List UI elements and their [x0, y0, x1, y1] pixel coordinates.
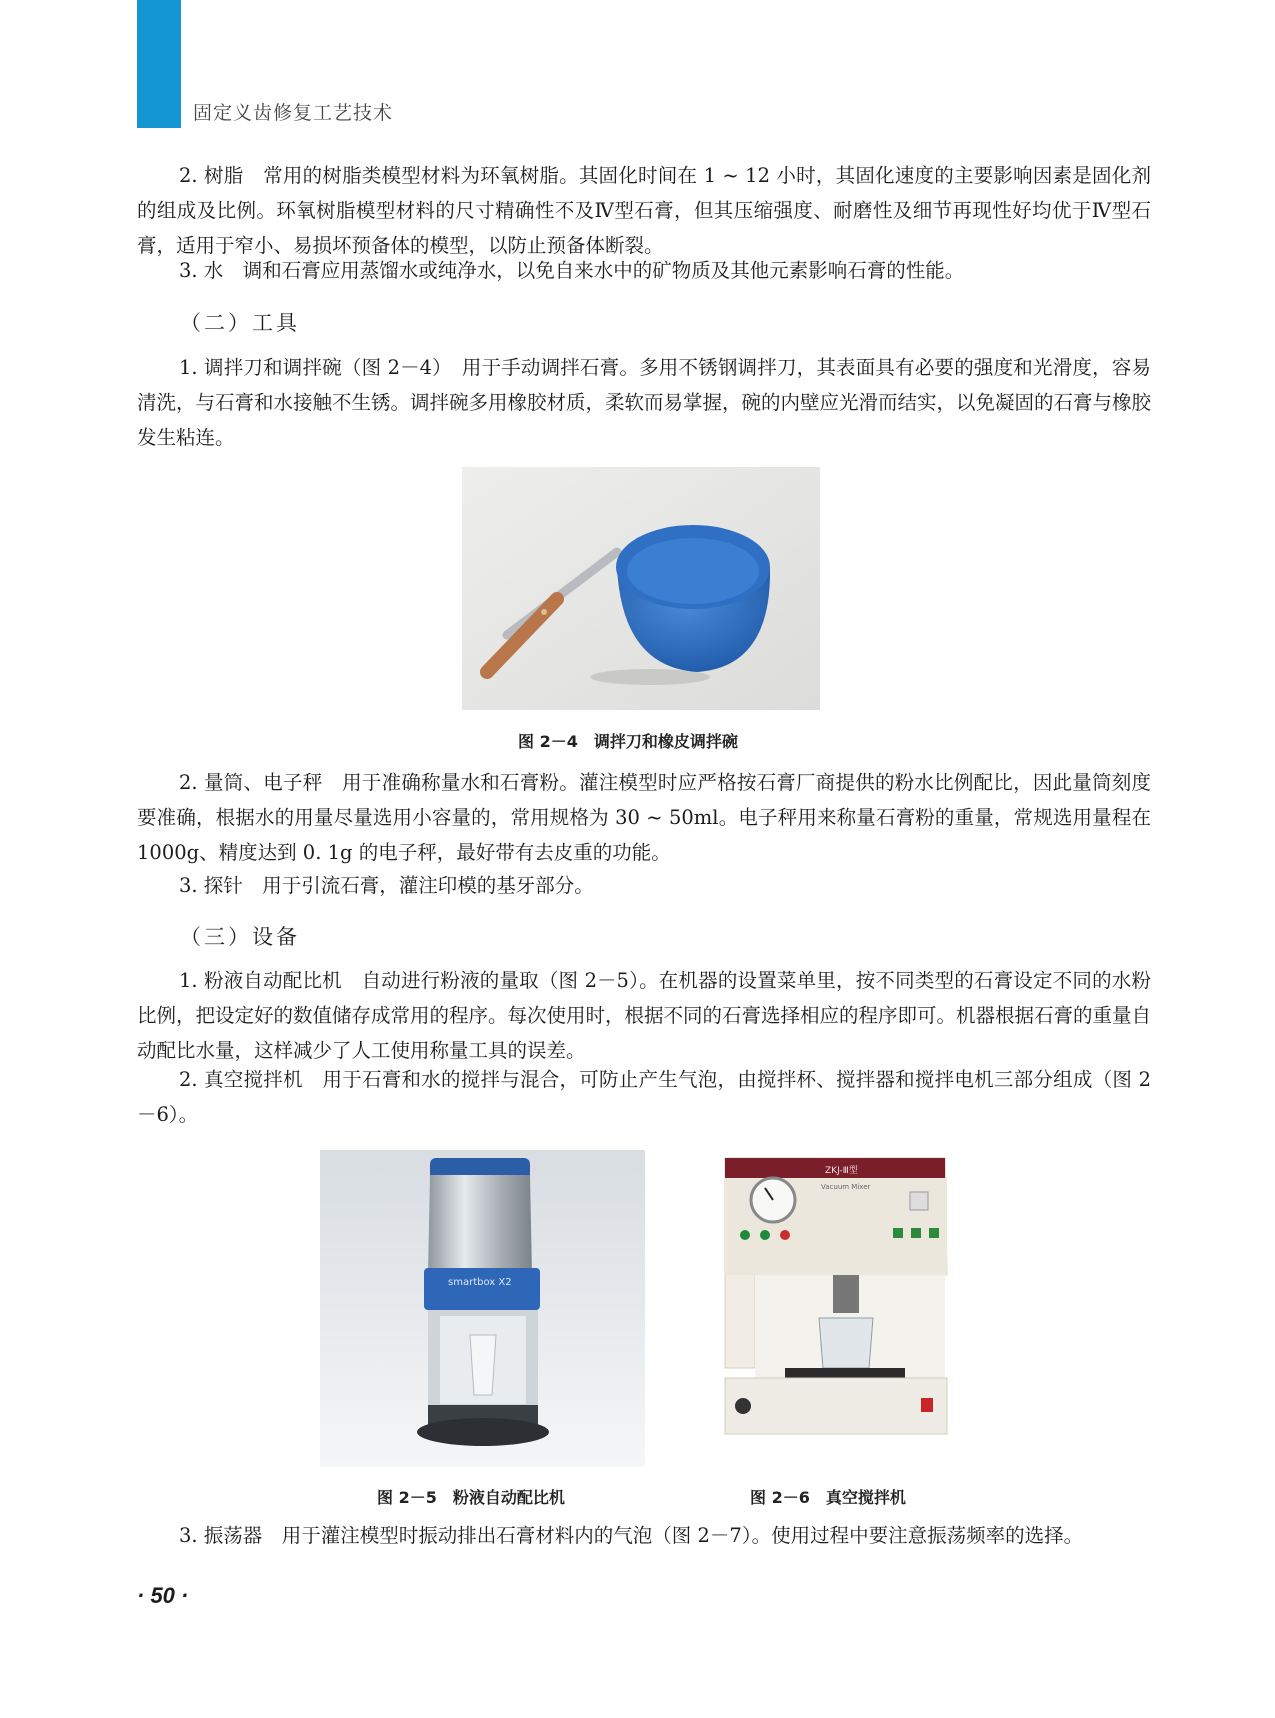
figure-2-4-caption: 图 2－4 调拌刀和橡皮调拌碗 [518, 732, 738, 751]
paragraph-resin: 2. 树脂 常用的树脂类模型材料为环氧树脂。其固化时间在 1 ~ 12 小时，其固化速度的主要影响因素是固化剂的组成及比例。环氧树脂模型材料的尺寸精确性不及Ⅳ型石膏，但其压缩强度、耐磨性及细节再现性好均优于Ⅳ型石膏，适用于窄小、易损坏预备体的模型，以防止预备体断裂。 [137, 164, 1151, 257]
paragraph-water: 3. 水 调和石膏应用蒸馏水或纯净水，以免自来水中的矿物质及其他元素影响石膏的性能。 [179, 259, 965, 282]
mixer-sublabel: Vacuum Mixer [821, 1183, 871, 1191]
section-heading-tools: （二）工具 [180, 311, 300, 335]
figure-spatula-bowl-photo [462, 467, 820, 710]
figure-vacuum-mixer-photo [715, 1150, 951, 1442]
paragraph-probe: 3. 探针 用于引流石膏，灌注印模的基牙部分。 [179, 874, 594, 897]
paragraph-vacuum-mixer: 2. 真空搅拌机 用于石膏和水的搅拌与混合，可防止产生气泡，由搅拌杯、搅拌器和搅拌电机三部分组成（图 2－6）。 [137, 1068, 1151, 1126]
page-number: · 50 · [137, 1583, 189, 1608]
figure-powder-liquid-machine-photo [320, 1150, 645, 1467]
section-heading-equipment: （三）设备 [180, 925, 300, 949]
running-header-title: 固定义齿修复工艺技术 [193, 102, 394, 124]
paragraph-auto-proportioner: 1. 粉液自动配比机 自动进行粉液的量取（图 2－5）。在机器的设置菜单里，按不同类型的石膏设定不同的水粉比例，把设定好的数值储存成常用的程序。每次使用时，根据不同的石膏选择相应的程序即可。机器根据石膏的重量自动配比水量，这样减少了人工使用称量工具的误差。 [137, 969, 1152, 1062]
header-color-bar [137, 0, 181, 128]
paragraph-cylinder-scale: 2. 量筒、电子秤 用于准确称量水和石膏粉。灌注模型时应严格按石膏厂商提供的粉水比例配比，因此量筒刻度要准确，根据水的用量尽量选用小容量的，常用规格为 30 ~ 50ml。电子秤用来称量石膏粉的重量，常规选用量程在 1000g、精度达到 0. 1g 的电子秤，最好带有去皮重的功能。 [137, 771, 1151, 864]
mixer-model-label: ZKJ-Ⅲ型 [825, 1166, 858, 1176]
figure-2-6-caption: 图 2－6 真空搅拌机 [750, 1488, 906, 1507]
machine-brand-label: smartbox X2 [448, 1277, 512, 1288]
paragraph-vibrator: 3. 振荡器 用于灌注模型时振动排出石膏材料内的气泡（图 2－7）。使用过程中要注意振荡频率的选择。 [179, 1524, 1084, 1547]
paragraph-spatula-bowl: 1. 调拌刀和调拌碗（图 2－4） 用于手动调拌石膏。多用不锈钢调拌刀，其表面具有必要的强度和光滑度，容易清洗，与石膏和水接触不生锈。调拌碗多用橡胶材质，柔软而易掌握，碗的内壁应光滑而结实，以免凝固的石膏与橡胶发生粘连。 [137, 356, 1152, 449]
figure-2-5-caption: 图 2－5 粉液自动配比机 [377, 1488, 565, 1507]
